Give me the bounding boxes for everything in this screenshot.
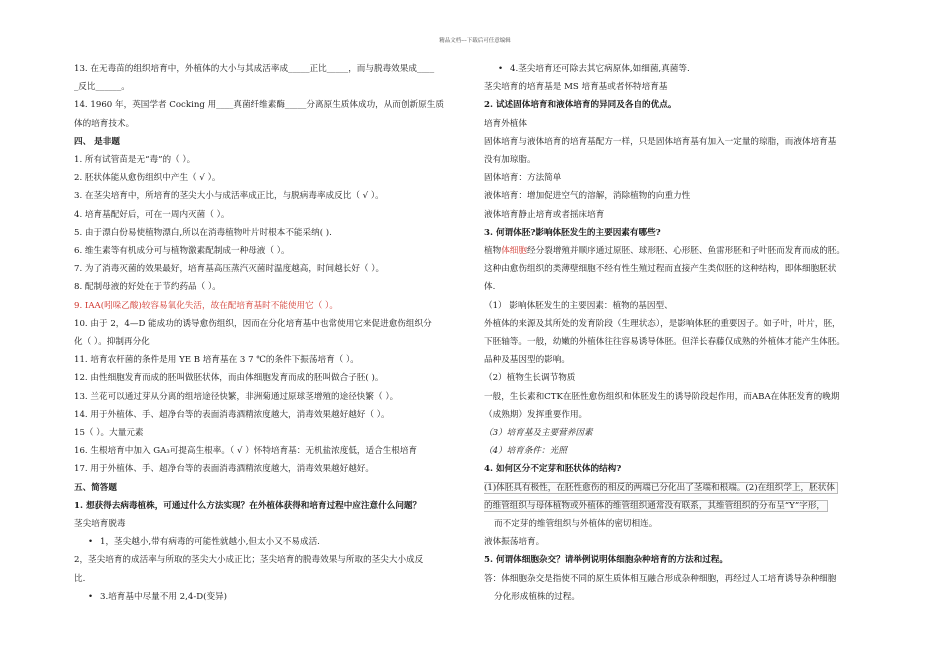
boxed-text: 的维管组织与母体植物或外植体的维管组织通常没有联系，其维管组织的分布呈“Y”字形，: [484, 500, 828, 512]
right-heading: 4. 如何区分不定芽和胚状体的结构?: [484, 464, 622, 475]
right-text-line: 体.: [484, 282, 496, 293]
right-text-line: （3）培育基及主要营养因素: [484, 428, 593, 439]
bullet-text: 3.培育基中尽量不用 2,4-D(变异): [100, 591, 228, 602]
left-text-line: _反比______。: [74, 82, 130, 93]
right-text-line: 外植体的来源及其所处的发育阶段（生理状态），是影响体胚的重要因子。如子叶，叶片，胚，: [484, 318, 841, 329]
left-text-line: 8. 配制母液的好处在于节约药品（ ）。: [74, 282, 221, 293]
right-text-line: 一般，生长素和CTK在胚性愈伤组织和体胚发生的诱导阶段起作用，而ABA在体胚发育的晚期: [484, 391, 840, 402]
left-text-line: 15（ ）。大量元素: [74, 428, 144, 439]
right-text-line: （4）培育条件：光照: [484, 446, 567, 457]
left-heading: 1. 想获得去病毒植株，可通过什么方法实现？在外植体获得和培育过程中应注意什么问题？: [74, 500, 422, 511]
right-text-line: 分化形成植株的过程。: [494, 591, 580, 602]
left-text-line: 4. 培育基配好后，可在一周内灭菌（ ）。: [74, 209, 230, 220]
right-text-line: 固体培育与液体培育的培育基配方一样，只是固体培育基有加入一定量的琼脂，而液体培育基: [484, 136, 837, 147]
right-heading: 3. 何谓体胚?影响体胚发生的主要因素有哪些?: [484, 227, 661, 238]
right-text-line: 品种及基因型的影响。: [484, 355, 570, 366]
right-text-line: 答：体细胞杂交是指使不同的原生质体相互融合形成杂种细胞，再经过人工培育诱导杂种细胞: [484, 573, 837, 584]
right-text-line: 液体振荡培育。: [484, 537, 545, 548]
left-heading: 四、 是非题: [74, 136, 120, 147]
left-text-line: 14. 用于外植体、手、超净台等的表面消毒酒精浓度越大，消毒效果越好越好（ ）。: [74, 409, 390, 420]
left-text-line: 体的培育技术。: [74, 118, 135, 129]
right-text-line: [484, 60, 880, 78]
left-column: [74, 60, 468, 606]
bullet-icon: •: [88, 537, 94, 548]
left-text-line: 13. 在无毒苗的组织培育中，外植体的大小与其成活率成_____正比_____，而与脱毒效果成____: [74, 64, 435, 74]
left-text-line: 7. 为了消毒灭菌的效果最好，培育基高压蒸汽灭菌时温度越高，时间越长好（ ）。: [74, 264, 385, 275]
left-text-line: 11. 培育农杆菌的条件是用 YE B 培育基在 3 7 ℃的条件下振荡培育（ ）。: [74, 355, 359, 366]
left-text-line: [74, 588, 468, 606]
left-text-line: 17. 用于外植体、手、超净台等的表面消毒酒精浓度越大，消毒效果越好越好。: [74, 464, 374, 475]
right-text-line: 液体培育：增加促进空气的溶解，消除植物的向重力性: [484, 191, 691, 202]
left-text-line: 比.: [74, 573, 86, 584]
right-text-line: （成熟期）发挥重要作用。: [484, 409, 588, 420]
left-text-line: 9. IAA(吲哚乙酸)较容易氧化失活，故在配培育基时不能使用它（ ）。: [74, 300, 338, 311]
left-text-line: 6. 维生素等有机成分可与植物激素配制成一种母液（ ）。: [74, 246, 290, 257]
right-text-line: 茎尖培育的培育基是 MS 培育基或者怀特培育基: [484, 82, 668, 93]
bullet-icon: •: [498, 64, 504, 74]
left-text-line: 茎尖培育脱毒: [74, 519, 126, 530]
page-header: 精品文档---下载后可任意编辑: [439, 38, 511, 44]
left-text-line: 2，茎尖培育的成活率与所取的茎尖大小成正比；茎尖培育的脱毒效果与所取的茎尖大小成反: [74, 555, 424, 566]
left-text-line: 12. 由性细胞发育而成的胚叫做胚状体，而由体细胞发育而成的胚叫做合子胚( )。: [74, 373, 384, 384]
right-heading: 2. 试述固体培育和液体培育的异同及各自的优点。: [484, 100, 677, 111]
right-text-line: （1） 影响体胚发生的主要因素：植物的基因型、: [484, 300, 673, 311]
left-text-line: 2. 胚状体能从愈伤组织中产生（ √ ）。: [74, 173, 221, 184]
bullet-text: 1，茎尖越小,带有病毒的可能性就越小,但太小又不易成活.: [100, 537, 320, 548]
right-column: [484, 60, 880, 606]
bullet-text: 4.茎尖培育还可除去其它病原体,如细菌,真菌等.: [510, 64, 690, 74]
right-text-line: 没有加琼脂。: [484, 155, 536, 166]
left-text-line: [74, 533, 468, 551]
right-text-line: 固体培育：方法简单: [484, 173, 562, 184]
right-text-line: 而不定芽的维管组织与外植体的密切相连。: [494, 519, 658, 530]
highlight-term: 体细胞: [501, 246, 527, 257]
left-text-line: 14. 1960 年，英国学者 Cocking 用____真菌纤维素酶_____分离原生质体成功，从而创新原生质: [74, 100, 444, 111]
bullet-icon: •: [88, 591, 94, 602]
right-text-line: 液体培育静止培育或者摇床培育: [484, 209, 605, 220]
left-text-line: 化（ ）。抑制再分化: [74, 337, 150, 348]
right-text-line: [484, 497, 880, 515]
left-text-line: 10. 由于 2，4—D 能成功的诱导愈伤组织，因而在分化培育基中也常使用它来促进愈伤组织分: [74, 318, 432, 329]
left-text-line: 16. 生根培育中加入 GA₃可提高生根率。（ √ ）怀特培育基：无机盐浓度低，适合生根培育: [74, 446, 418, 457]
right-text-line: 下胚轴等。一般，幼嫩的外植体往往容易诱导体胚。但洋长春藤仅成熟的外植体才能产生体胚。: [484, 337, 845, 348]
boxed-text: (1)体胚具有极性，在胚性愈伤的相反的两端已分化出了茎端和根端。(2)在组织学上，胚状体: [484, 482, 838, 494]
left-heading: 五、简答题: [74, 482, 117, 493]
right-text-line: 培育外植体: [484, 118, 527, 129]
left-text-line: 13. 兰花可以通过芽从分离的组培途径快繁，非洲菊通过原球茎增殖的途径快繁（ ）。: [74, 391, 399, 402]
right-text-line: [484, 479, 880, 497]
left-text-line: 3. 在茎尖培育中，所培育的茎尖大小与成活率成正比，与脱病毒率成反比（ √ ）。: [74, 191, 384, 202]
right-heading: 5. 何谓体细胞杂交？请举例说明体细胞杂种培育的方法和过程。: [484, 555, 728, 566]
left-text-line: 1. 所有试管苗是无“毒”的（ ）。: [74, 155, 196, 166]
right-text-line: （2）植物生长调节物质: [484, 373, 576, 384]
right-text-line: 这种由愈伤组织的类薄壁细胞不经有性生殖过程而直接产生类似胚的这种结构，即体细胞胚状: [484, 264, 837, 275]
right-text-line: 植物体细胞经分裂增殖并顺序通过原胚、球形胚、心形胚、鱼雷形胚和子叶胚而发育而成的胚。: [484, 246, 845, 257]
left-text-line: 5. 由于漂白份易使植物漂白,所以在消毒植物叶片时根本不能采纳( ).: [74, 227, 332, 238]
